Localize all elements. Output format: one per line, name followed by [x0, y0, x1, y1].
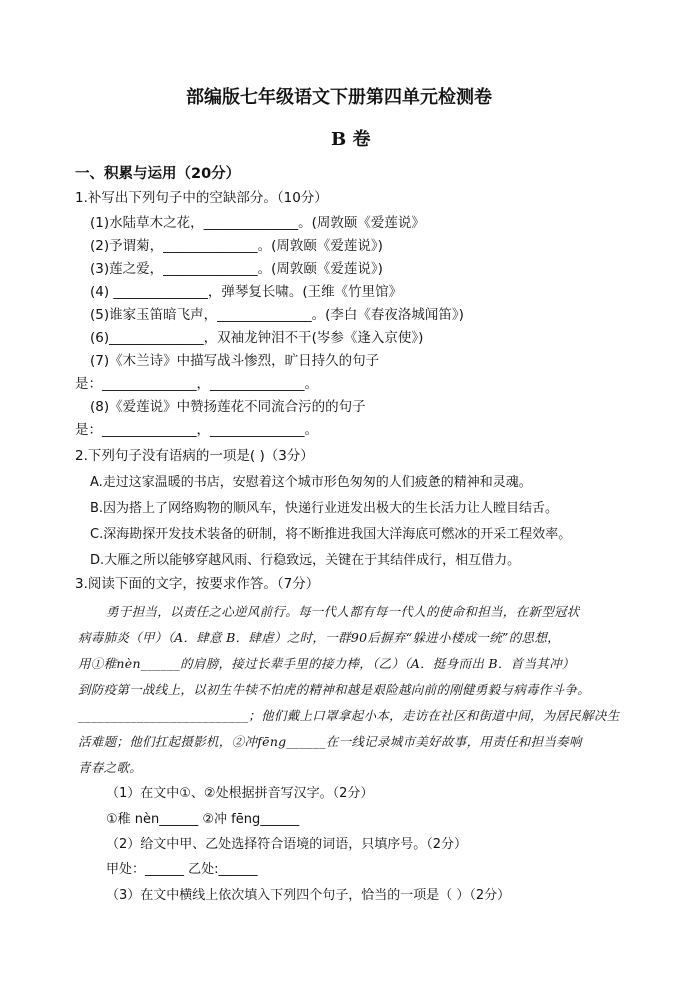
passage-line: __________________________；他们戴上口罩拿起小本，走访在社区和街道中间，为居民解决生 — [78, 708, 620, 723]
passage-line: 青春之歌。 — [78, 760, 143, 775]
question-3-sub-1: （1）在文中①、②处根据拼音写汉字。（2分） — [106, 786, 374, 801]
question-1-item: (5)谁家玉笛暗飞声，______________。(李白《春夜洛城闻笛》) — [90, 307, 464, 323]
question-1-item: (2)予谓菊，______________。(周敦颐《爱莲说》) — [90, 238, 383, 254]
section-heading: 一、积累与运用（20分） — [75, 166, 241, 182]
question-1-item: (3)莲之爱，______________。(周敦颐《爱莲说》) — [90, 261, 383, 277]
passage-line: 用①稚nèn______的肩膀，接过长辈手里的接力棒，（乙）（A．挺身而出 B．首当其冲） — [78, 656, 575, 671]
question-3-sub-2: （2）给文中甲、乙处选择符合语境的词语，只填序号。（2分） — [106, 837, 468, 852]
question-3-sub-1-answer: ①稚 nèn______ ②冲 fēng______ — [106, 812, 300, 827]
question-2-option-a: A.走过这家温暖的书店，安慰着这个城市形色匆匆的人们疲惫的精神和灵魂。 — [90, 475, 532, 490]
question-2-stem: 2.下列句子没有语病的一项是( )（3分） — [75, 448, 314, 464]
passage-line: 勇于担当，以责任之心逆风前行。每一代人都有每一代人的使命和担当，在新型冠状 — [106, 604, 580, 619]
question-1-stem: 1.补写出下列句子中的空缺部分。（10分） — [75, 190, 328, 206]
question-1-item: 是：______________，______________。 — [75, 422, 318, 438]
question-3-sub-2-answer: 甲处：______ 乙处:______ — [106, 862, 258, 877]
question-1-item: 是：______________，______________。 — [75, 376, 318, 392]
passage-line: 到防疫第一战线上，以初生牛犊不怕虎的精神和越是艰险越向前的刚健勇毅与病毒作斗争。 — [78, 682, 591, 697]
question-1-item: (1)水陆草木之花，______________。(周敦颐《爱莲说》 — [90, 215, 425, 231]
passage-line: 活难题；他们扛起摄影机，②冲fēng______在一线记录城市美好故事，用责任和担当奏响 — [78, 734, 582, 749]
question-1-item: (4) ______________，弹琴复长啸。(王维《竹里馆》 — [90, 284, 403, 300]
question-3-stem: 3.阅读下面的文字，按要求作答。（7分） — [75, 576, 320, 592]
question-2-option-b: B.因为搭上了网络购物的顺风车，快递行业迸发出极大的生长活力让人瞠目结舌。 — [90, 501, 559, 516]
question-1-item: (7)《木兰诗》中描写战斗惨烈，旷日持久的句子 — [90, 353, 380, 369]
question-2-option-d: D.大雁之所以能够穿越风雨、行稳致远，关键在于其结伴成行，相互借力。 — [90, 553, 521, 568]
question-3-sub-3: （3）在文中横线上依次填入下列四个句子，恰当的一项是（ ）（2分） — [106, 888, 511, 903]
question-1-item: (6)______________，双袖龙钟泪不干(岑参《逢入京使》) — [90, 330, 424, 346]
question-2-option-c: C.深海勘探开发技术装备的研制，将不断推进我国大洋海底可燃冰的开采工程效率。 — [90, 527, 572, 542]
page-title: 部编版七年级语文下册第四单元检测卷 — [186, 87, 492, 108]
page-subtitle: B 卷 — [331, 129, 371, 150]
passage-line: 病毒肺炎（甲）（A．肆意 B．肆虐）之时，一群90后摒弃“躲进小楼成一统”的思想， — [78, 630, 560, 645]
question-1-item: (8)《爱莲说》中赞扬莲花不同流合污的的句子 — [90, 399, 366, 415]
